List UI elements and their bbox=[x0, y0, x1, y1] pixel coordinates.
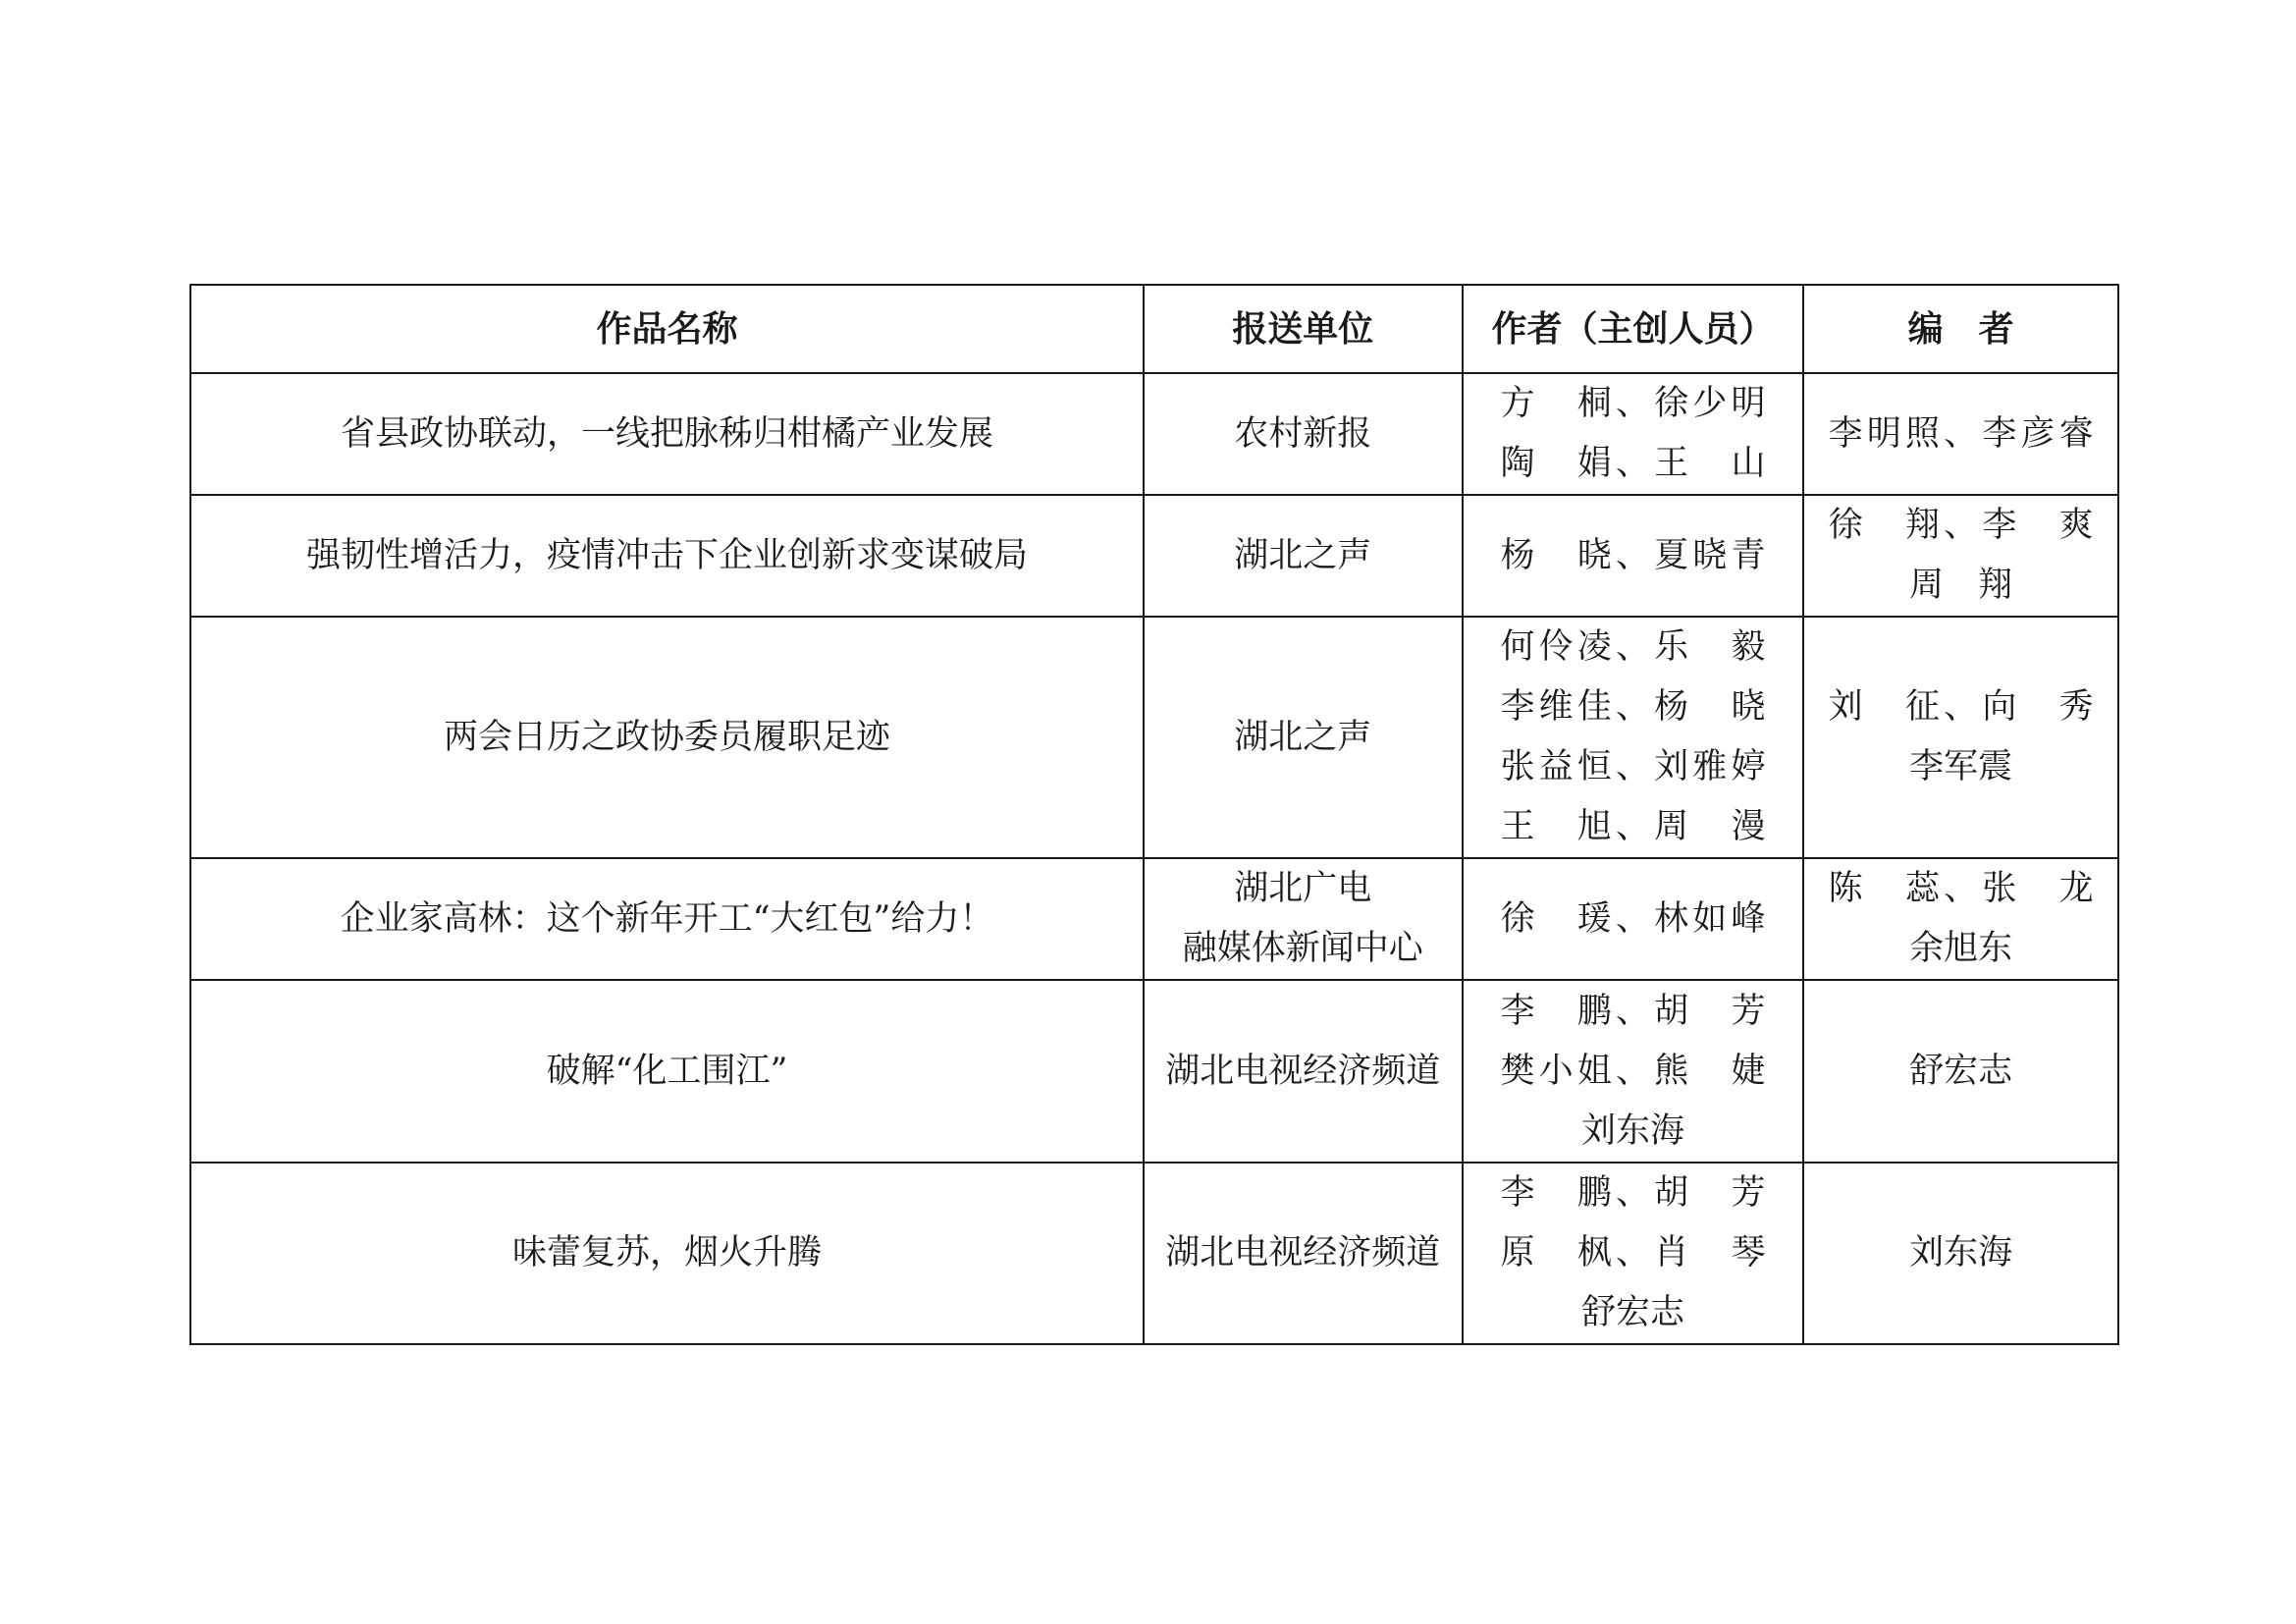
author-line: 刘东海 bbox=[1580, 1110, 1684, 1151]
editor-cell bbox=[1803, 858, 2118, 980]
editor-list bbox=[1829, 859, 2094, 979]
editor-cell bbox=[1803, 373, 2118, 495]
table-row bbox=[190, 1163, 2118, 1344]
table-row bbox=[190, 495, 2118, 617]
author-cell bbox=[1463, 373, 1804, 495]
unit-line: 湖北电视经济频道 bbox=[1165, 1233, 1441, 1272]
works-table bbox=[189, 284, 2119, 1345]
author-cell bbox=[1463, 1163, 1804, 1344]
unit-cell bbox=[1144, 373, 1463, 495]
author-line: 舒宏志 bbox=[1580, 1293, 1684, 1332]
author-line: 陶 娟、王 山 bbox=[1500, 444, 1766, 483]
editor-cell bbox=[1803, 1163, 2118, 1344]
work-title: 企业家高林：这个新年开工“大红包”给力！ bbox=[340, 898, 994, 939]
author-line: 樊小姐、熊 婕 bbox=[1500, 1051, 1766, 1091]
editor-cell bbox=[1803, 980, 2118, 1163]
author-line: 何伶凌、乐 毅 bbox=[1500, 627, 1766, 667]
unit-cell bbox=[1144, 1163, 1463, 1344]
table-row bbox=[190, 980, 2118, 1163]
work-title: 省县政协联动，一线把脉秭归柑橘产业发展 bbox=[340, 413, 993, 454]
unit-line: 湖北广电 bbox=[1234, 869, 1372, 908]
header-editor: 编 者 bbox=[1803, 285, 2118, 373]
editor-list bbox=[1829, 677, 2094, 797]
unit-cell bbox=[1144, 858, 1463, 980]
author-line: 杨 晓、夏晓青 bbox=[1500, 535, 1766, 575]
author-cell bbox=[1463, 617, 1804, 858]
unit-line: 农村新报 bbox=[1234, 413, 1372, 454]
unit-line: 湖北之声 bbox=[1234, 717, 1372, 757]
table-row bbox=[190, 373, 2118, 495]
header-author: 作者（主创人员） bbox=[1463, 285, 1804, 373]
editor-line: 余旭东 bbox=[1909, 929, 2013, 968]
work-title: 味蕾复苏，烟火升腾 bbox=[511, 1233, 822, 1272]
author-cell bbox=[1463, 980, 1804, 1163]
author-line: 张益恒、刘雅婷 bbox=[1500, 747, 1766, 786]
author-list bbox=[1500, 1164, 1765, 1343]
table-header-row bbox=[190, 285, 2118, 373]
unit-line: 湖北电视经济频道 bbox=[1165, 1051, 1441, 1091]
editor-line: 刘 征、向 秀 bbox=[1828, 687, 2094, 727]
author-cell bbox=[1463, 858, 1804, 980]
work-title-cell bbox=[190, 858, 1144, 980]
unit-cell bbox=[1144, 495, 1463, 617]
editor-list bbox=[1829, 405, 2094, 464]
author-line: 方 桐、徐少明 bbox=[1500, 384, 1766, 423]
author-line: 徐 瑗、林如峰 bbox=[1500, 898, 1766, 939]
author-line: 李维佳、杨 晓 bbox=[1500, 687, 1766, 727]
table-row bbox=[190, 617, 2118, 858]
work-title-cell bbox=[190, 980, 1144, 1163]
work-title-cell bbox=[190, 495, 1144, 617]
author-line: 王 旭、周 漫 bbox=[1500, 807, 1766, 846]
author-line: 原 枫、肖 琴 bbox=[1500, 1233, 1766, 1272]
unit-cell bbox=[1144, 980, 1463, 1163]
editor-line: 徐 翔、李 爽 bbox=[1828, 506, 2094, 545]
work-title-cell bbox=[190, 373, 1144, 495]
work-title: 强韧性增活力，疫情冲击下企业创新求变谋破局 bbox=[305, 535, 1028, 575]
unit-line: 融媒体新闻中心 bbox=[1182, 929, 1423, 968]
editor-line: 陈 蕊、张 龙 bbox=[1828, 869, 2094, 908]
unit-line: 湖北之声 bbox=[1234, 535, 1372, 575]
author-list bbox=[1500, 618, 1765, 857]
editor-line: 舒宏志 bbox=[1909, 1051, 2013, 1091]
table-row bbox=[190, 858, 2118, 980]
work-title-cell bbox=[190, 617, 1144, 858]
editor-line: 李军震 bbox=[1909, 747, 2013, 786]
author-list bbox=[1500, 982, 1765, 1162]
editor-cell bbox=[1803, 495, 2118, 617]
author-list bbox=[1500, 890, 1765, 949]
work-title: 破解“化工围江” bbox=[546, 1051, 788, 1091]
author-line: 李 鹏、胡 芳 bbox=[1500, 1173, 1766, 1213]
editor-list bbox=[1829, 496, 2094, 616]
editor-line: 刘东海 bbox=[1909, 1233, 2013, 1272]
author-line: 李 鹏、胡 芳 bbox=[1500, 991, 1766, 1031]
editor-line: 李明照、李彦睿 bbox=[1828, 413, 2094, 454]
work-title: 两会日历之政协委员履职足迹 bbox=[443, 717, 890, 757]
work-title-cell bbox=[190, 1163, 1144, 1344]
author-list bbox=[1500, 526, 1765, 586]
editor-line: 周 翔 bbox=[1909, 566, 2013, 605]
author-list bbox=[1500, 374, 1765, 494]
author-cell bbox=[1463, 495, 1804, 617]
editor-cell bbox=[1803, 617, 2118, 858]
unit-cell bbox=[1144, 617, 1463, 858]
header-unit: 报送单位 bbox=[1144, 285, 1463, 373]
header-title: 作品名称 bbox=[190, 285, 1144, 373]
